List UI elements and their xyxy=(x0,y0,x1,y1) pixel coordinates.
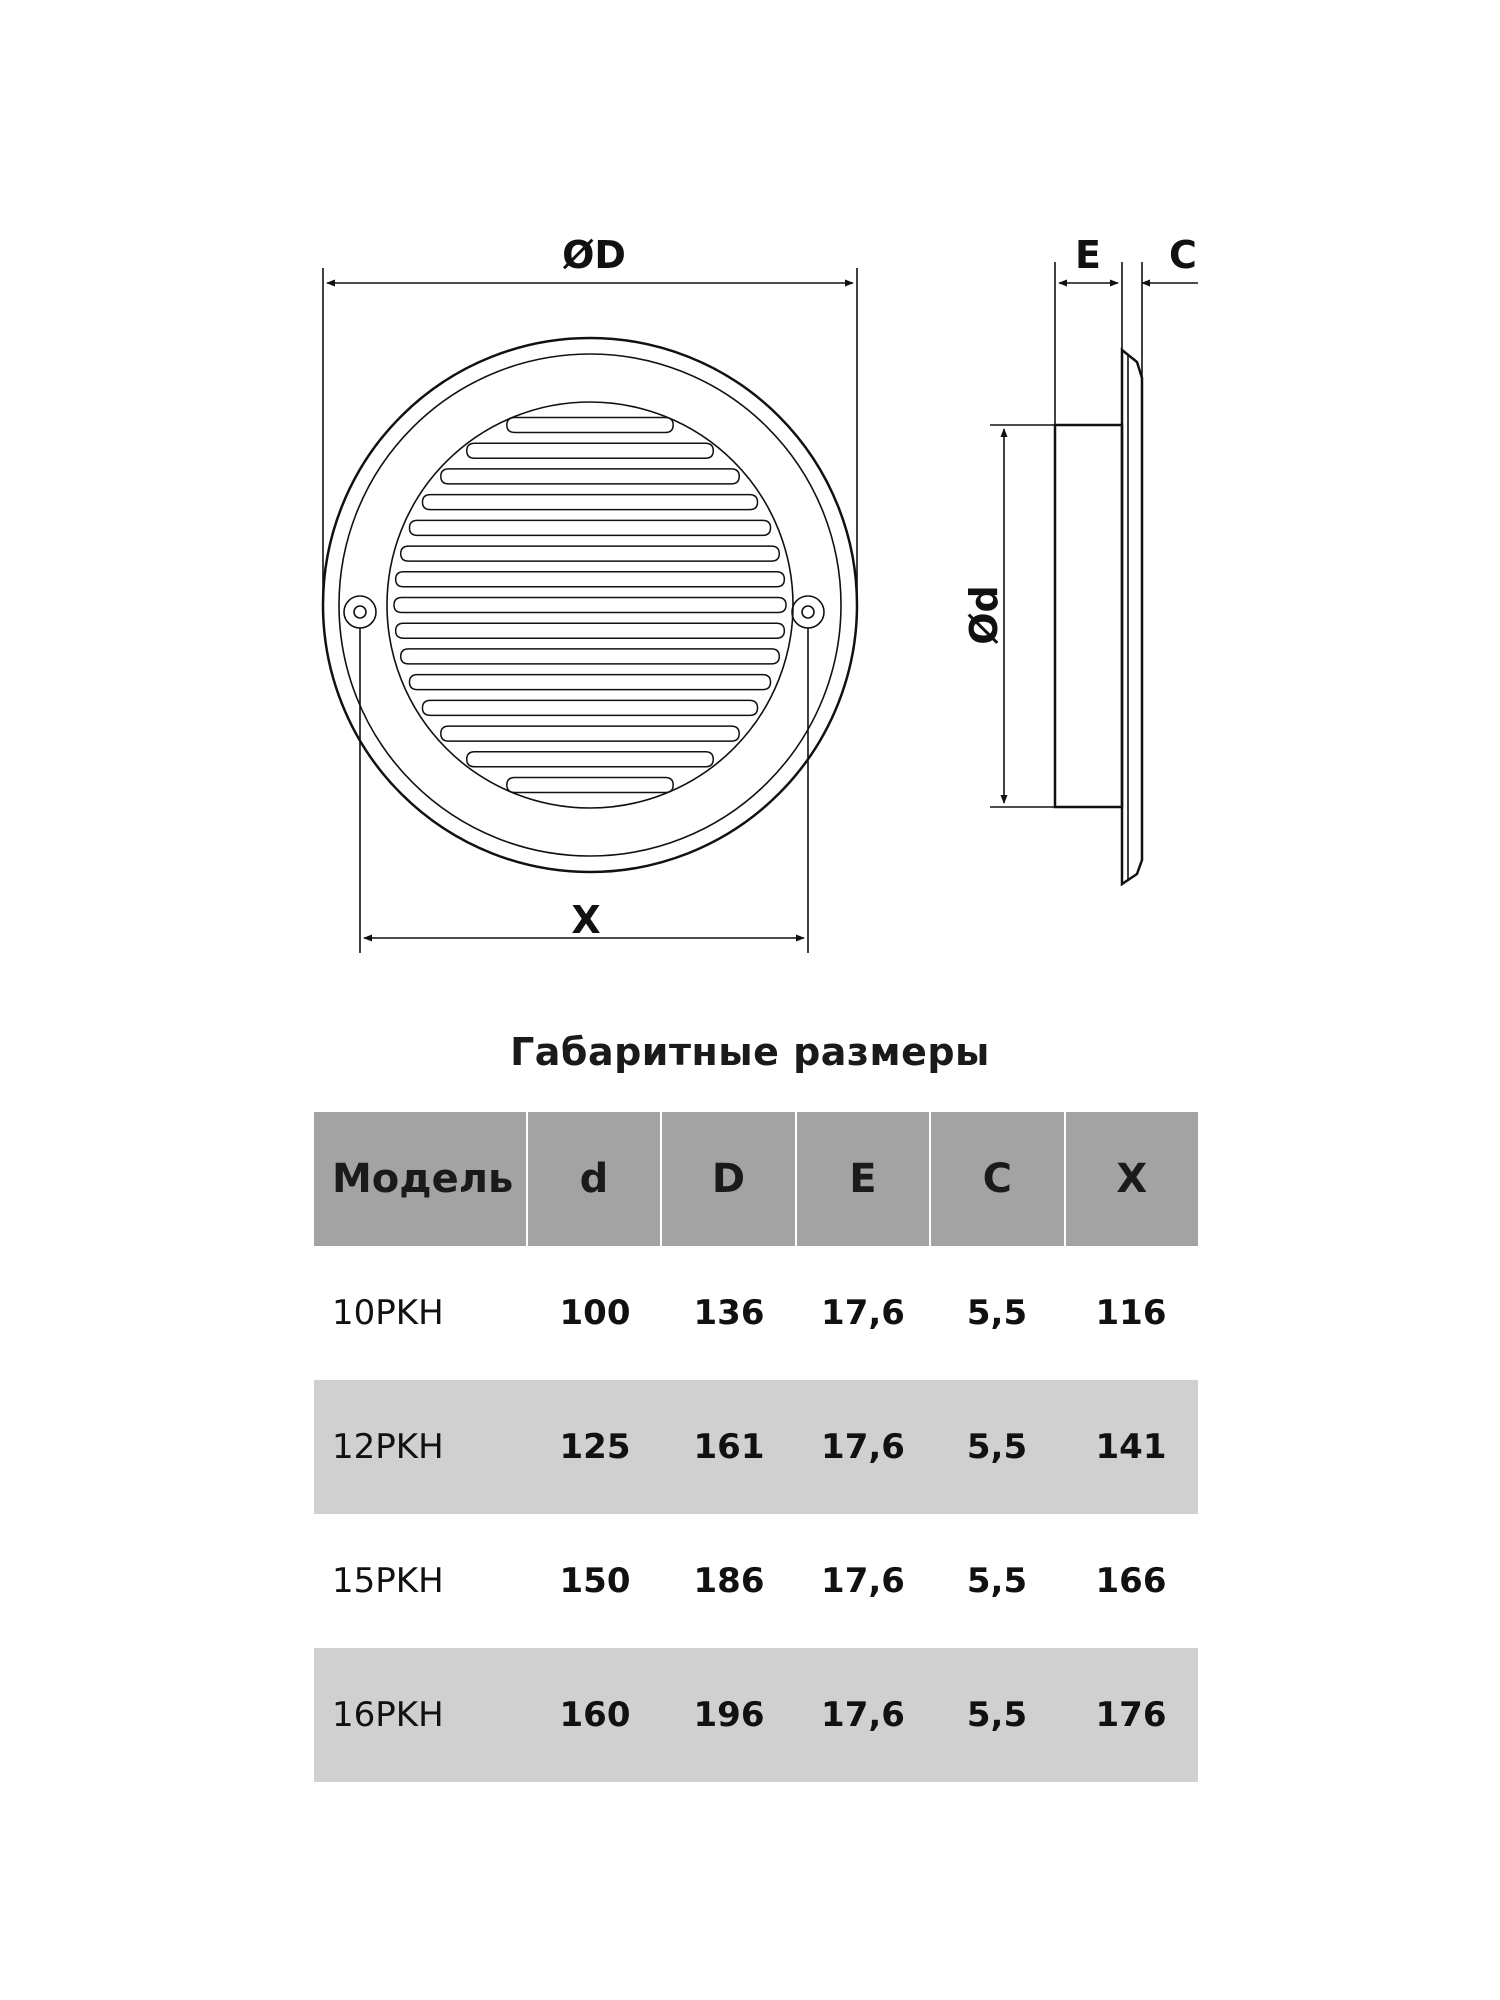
cell-model: 15PKH xyxy=(332,1561,444,1601)
cell-d: 100 xyxy=(559,1293,631,1333)
header-d: d xyxy=(526,1112,660,1246)
louver-slat xyxy=(467,752,714,767)
louver-slat xyxy=(396,623,785,638)
cell-X: 166 xyxy=(1095,1561,1167,1601)
cell-X: 176 xyxy=(1095,1695,1167,1735)
side-view xyxy=(962,233,1198,884)
e-label: E xyxy=(1075,233,1101,277)
louver-slat xyxy=(441,726,739,741)
header-model: Модель xyxy=(332,1156,514,1202)
header-E: E xyxy=(795,1112,929,1246)
table-row xyxy=(314,1380,1198,1514)
cell-X: 116 xyxy=(1095,1293,1167,1333)
side-spigot xyxy=(1055,425,1122,807)
cell-E: 17,6 xyxy=(821,1427,905,1467)
cell-C: 5,5 xyxy=(966,1293,1028,1333)
louver-slat xyxy=(409,675,770,690)
table-header-row xyxy=(314,1112,1198,1246)
cell-E: 17,6 xyxy=(821,1293,905,1333)
od-label: ØD xyxy=(562,233,626,277)
grille-boundary xyxy=(387,402,793,808)
cell-D: 186 xyxy=(693,1561,765,1601)
header-X: X xyxy=(1064,1112,1198,1246)
side-flange xyxy=(1122,350,1142,884)
louver-slat xyxy=(401,649,780,664)
header-D: D xyxy=(660,1112,794,1246)
screw-hole-left xyxy=(344,596,376,628)
cell-model: 16PKH xyxy=(332,1695,444,1735)
screw-hole-right xyxy=(792,596,824,628)
cell-model: 10PKH xyxy=(332,1293,444,1333)
cell-model: 12PKH xyxy=(332,1427,444,1467)
cell-E: 17,6 xyxy=(821,1695,905,1735)
louver-slat xyxy=(409,520,770,535)
cell-d: 125 xyxy=(559,1427,631,1467)
table-row xyxy=(314,1514,1198,1648)
louver-slat xyxy=(401,546,780,561)
cell-C: 5,5 xyxy=(966,1561,1028,1601)
louver-slat xyxy=(422,495,757,510)
cell-C: 5,5 xyxy=(966,1427,1028,1467)
inner-rim xyxy=(339,354,841,856)
table-row xyxy=(314,1246,1198,1380)
table-row xyxy=(314,1648,1198,1782)
louver-slat xyxy=(467,443,714,458)
c-label: C xyxy=(1169,233,1197,277)
cell-X: 141 xyxy=(1095,1427,1167,1467)
louver-slat xyxy=(394,598,786,613)
dimensions-table xyxy=(314,1112,1198,1782)
cell-D: 196 xyxy=(693,1695,765,1735)
d-label: Ød xyxy=(962,585,1006,645)
x-label: X xyxy=(571,898,601,942)
front-view xyxy=(323,233,857,953)
cell-C: 5,5 xyxy=(966,1695,1028,1735)
louver-slat xyxy=(396,572,785,587)
louver-slat xyxy=(422,700,757,715)
louver-slat xyxy=(441,469,739,484)
header-C: C xyxy=(929,1112,1063,1246)
cell-D: 161 xyxy=(693,1427,765,1467)
louver-slat xyxy=(507,418,673,433)
louvers xyxy=(394,418,786,793)
table-title: Габаритные размеры xyxy=(510,1030,990,1074)
cell-E: 17,6 xyxy=(821,1561,905,1601)
cell-D: 136 xyxy=(693,1293,765,1333)
cell-d: 160 xyxy=(559,1695,631,1735)
louver-slat xyxy=(507,778,673,793)
cell-d: 150 xyxy=(559,1561,631,1601)
